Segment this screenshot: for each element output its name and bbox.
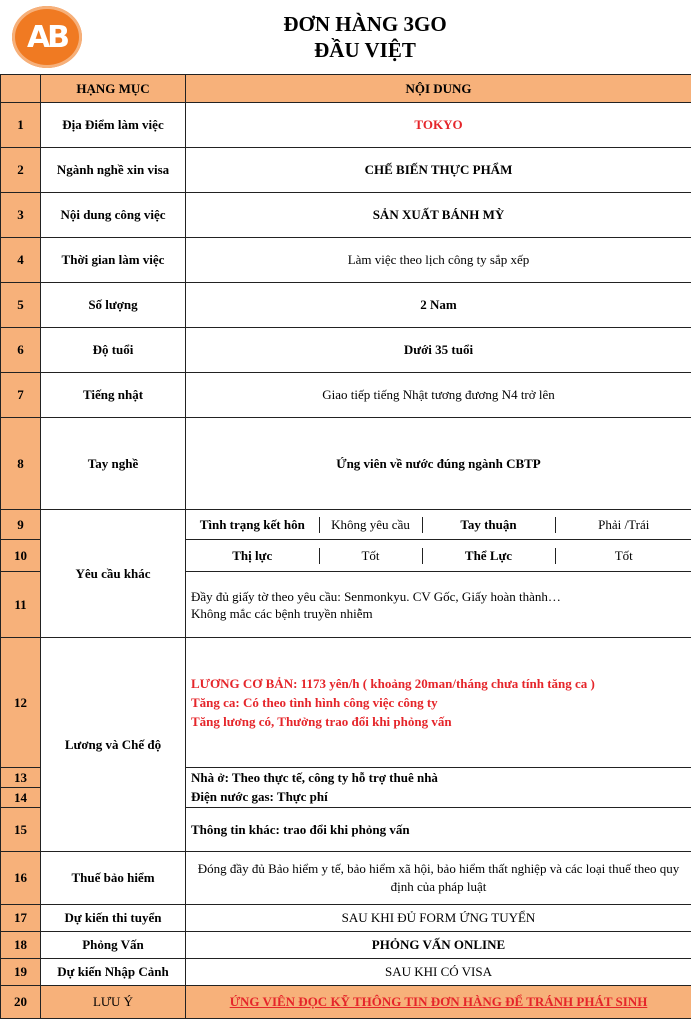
skill-value: Ứng viên về nước đúng ngành CBTP (186, 418, 691, 510)
row-number: 6 (1, 328, 41, 373)
row-category: Ngành nghề xin visa (41, 148, 186, 193)
raise-bonus-line: Tăng lương có, Thưởng trao đổi khi phỏng vấn (191, 714, 452, 729)
dominant-hand-label: Tay thuận (422, 517, 555, 533)
table-row (1, 905, 691, 932)
documents-requirements (186, 572, 691, 638)
japanese-level-value: Giao tiếp tiếng Nhật tương đương N4 trở lên (186, 373, 691, 418)
row-number: 19 (1, 959, 41, 986)
salary-details (186, 638, 691, 768)
other-info-value: Thông tin khác: trao đổi khi phỏng vấn (186, 808, 691, 852)
marital-label: Tình trạng kết hôn (186, 517, 319, 533)
row-number: 10 (1, 540, 41, 572)
working-time-value: Làm việc theo lịch công ty sắp xếp (186, 238, 691, 283)
row-category: Dự kiến Nhập Cảnh (41, 959, 186, 986)
table-row (1, 932, 691, 959)
logo-text: AB (26, 19, 68, 55)
row-number: 16 (1, 852, 41, 905)
table-row (1, 238, 691, 283)
order-table (0, 74, 691, 1019)
health-line: Không mắc các bệnh truyền nhiễm (191, 605, 373, 621)
row-number: 7 (1, 373, 41, 418)
row-number: 8 (1, 418, 41, 510)
table-row (1, 373, 691, 418)
row-number: 4 (1, 238, 41, 283)
utilities-value: Điện nước gas: Thực phí (186, 788, 691, 808)
work-location-value: TOKYO (186, 103, 691, 148)
requirements-subtable (186, 517, 691, 533)
table-row (1, 959, 691, 986)
vision-label: Thị lực (186, 548, 319, 564)
table-row (1, 510, 691, 540)
row-category: Độ tuổi (41, 328, 186, 373)
row-number: 12 (1, 638, 41, 768)
overtime-line: Tăng ca: Có theo tình hình công việc công ty (191, 695, 438, 710)
row-number: 1 (1, 103, 41, 148)
header-num-cell (1, 75, 41, 103)
table-row (1, 283, 691, 328)
company-logo (12, 6, 82, 68)
row-category: Nội dung công việc (41, 193, 186, 238)
vision-fitness-cell (186, 540, 691, 572)
row-number: 3 (1, 193, 41, 238)
documents-line: Đầy đủ giấy tờ theo yêu cầu: Senmonkyu. CV Gốc, Giấy hoàn thành… (191, 588, 561, 604)
row-category: Phỏng Vấn (41, 932, 186, 959)
page-subtitle: ĐẦU VIỆT (314, 38, 416, 62)
job-content-value: SẢN XUẤT BÁNH MỲ (186, 193, 691, 238)
row-number: 18 (1, 932, 41, 959)
row-category: Số lượng (41, 283, 186, 328)
table-row (1, 638, 691, 768)
marital-hand-cell (186, 510, 691, 540)
row-category: Thời gian làm việc (41, 238, 186, 283)
other-requirements-category: Yêu cầu khác (41, 510, 186, 638)
row-number: 20 (1, 986, 41, 1019)
row-number: 9 (1, 510, 41, 540)
table-row (1, 852, 691, 905)
table-header-row (1, 75, 691, 103)
row-number: 11 (1, 572, 41, 638)
row-number: 17 (1, 905, 41, 932)
page-header (0, 0, 691, 74)
age-value: Dưới 35 tuổi (186, 328, 691, 373)
row-category: Dự kiến thi tuyển (41, 905, 186, 932)
housing-value: Nhà ở: Theo thực tế, công ty hỗ trợ thuê nhà (186, 768, 691, 788)
fitness-label: Thể Lực (422, 548, 555, 564)
interview-value: PHỎNG VẤN ONLINE (186, 932, 691, 959)
base-salary-line: LƯƠNG CƠ BẢN: 1173 yên/h ( khoảng 20man/tháng chưa tính tăng ca ) (191, 676, 595, 691)
table-row (1, 103, 691, 148)
row-number: 13 (1, 768, 41, 788)
visa-industry-value: CHẾ BIẾN THỰC PHẨM (186, 148, 691, 193)
dominant-hand-value: Phải /Trái (555, 517, 691, 533)
row-number: 15 (1, 808, 41, 852)
entry-schedule-value: SAU KHI CÓ VISA (186, 959, 691, 986)
row-number: 5 (1, 283, 41, 328)
note-category: LƯU Ý (41, 986, 186, 1019)
table-row (1, 328, 691, 373)
page-title: ĐƠN HÀNG 3GO (283, 12, 447, 36)
marital-value: Không yêu cầu (319, 517, 422, 533)
exam-schedule-value: SAU KHI ĐỦ FORM ỨNG TUYỂN (186, 905, 691, 932)
row-category: Tay nghề (41, 418, 186, 510)
table-row (1, 148, 691, 193)
header-category: HẠNG MỤC (41, 75, 186, 103)
row-category: Thuế bảo hiểm (41, 852, 186, 905)
row-number: 14 (1, 788, 41, 808)
table-row (1, 193, 691, 238)
row-number: 2 (1, 148, 41, 193)
note-value: ỨNG VIÊN ĐỌC KỸ THÔNG TIN ĐƠN HÀNG ĐỂ TRÁNH PHÁT SINH (186, 986, 691, 1019)
table-row (1, 986, 691, 1019)
header-content: NỘI DUNG (186, 75, 691, 103)
tax-insurance-value: Đóng đầy đủ Bảo hiểm y tế, bảo hiểm xã hội, bảo hiểm thất nghiệp và các loại thuế theo quy định của pháp luật (186, 852, 691, 905)
row-category: Tiếng nhật (41, 373, 186, 418)
quantity-value: 2 Nam (186, 283, 691, 328)
salary-benefits-category: Lương và Chế độ (41, 638, 186, 852)
row-category: Địa Điểm làm việc (41, 103, 186, 148)
table-row (1, 418, 691, 510)
vision-value: Tốt (319, 548, 422, 564)
fitness-value: Tốt (555, 548, 691, 564)
requirements-subtable (186, 548, 691, 564)
